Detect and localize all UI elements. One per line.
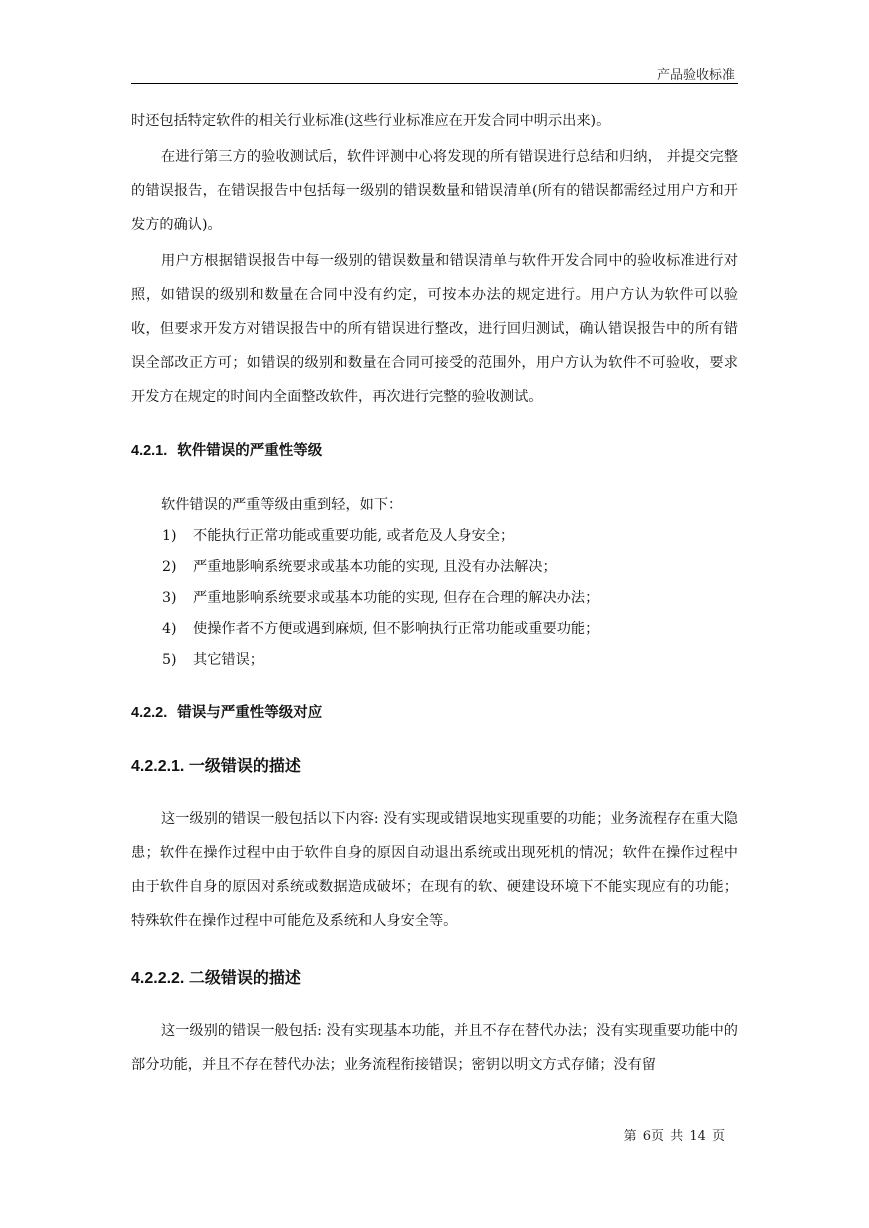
severity-intro: 软件错误的严重等级由重到轻，如下： — [161, 497, 403, 513]
paragraph-error-report: 在进行第三方的验收测试后，软件评测中心将发现的所有错误进行总结和归纳， 并提交完整的错误报告，在错误报告中包括每一级别的错误数量和错误清单(所有的错误都需经过用户方和开发方的确认)。 — [131, 149, 738, 233]
section-title: 软件错误的严重性等级 — [177, 443, 323, 459]
list-item — [131, 645, 738, 676]
page-body — [131, 104, 738, 1082]
section-title: 错误与严重性等级对应 — [177, 705, 323, 721]
list-item — [131, 583, 738, 614]
header-rule — [131, 83, 738, 84]
list-item-number: 4) — [162, 621, 177, 637]
list-item — [131, 521, 738, 552]
paragraph-continuation: 时还包括特定软件的相关行业标准(这些行业标准应在开发合同中明示出来)。 — [131, 113, 611, 129]
page-number: 第 6页 共 14 页 — [623, 1129, 725, 1144]
list-item-text: 严重地影响系统要求或基本功能的实现, 但存在合理的解决办法； — [193, 590, 600, 606]
list-item-text: 使操作者不方便或遇到麻烦, 但不影响执行正常功能或重要功能； — [193, 621, 600, 637]
paragraph-acceptance-rules: 用户方根据错误报告中每一级别的错误数量和错误清单与软件开发合同中的验收标准进行对照，如错误的级别和数量在合同中没有约定，可按本办法的规定进行。用户方认为软件可以验收，但要求开发方对错误报告中的所有错误进行整改，进行回归测试，确认错误报告中的所有错误全部改正方可；如错误的级别和数量在合同可接受的范围外，用户方认为软件不可验收，要求开发方在规定的时间内全面整改软件，再次进行完整的验收测试。 — [131, 253, 738, 405]
section-number: 4.2.1. — [131, 443, 168, 459]
list-item — [131, 552, 738, 583]
section-heading-4-2-2-1: 4.2.2.1. 一级错误的描述 — [131, 758, 301, 775]
paragraph-level1-errors: 这一级别的错误一般包括以下内容: 没有实现或错误地实现重要的功能；业务流程存在重大隐患；软件在操作过程中由于软件自身的原因自动退出系统或出现死机的情况；软件在操作过程中由于软件自身的原因对系统或数据造成破坏；在现有的软、硬建设环境下不能实现应有的功能；特殊软件在操作过程中可能危及系统和人身安全等。 — [131, 811, 738, 929]
running-header: 产品验收标准 — [656, 68, 735, 83]
list-item-text: 严重地影响系统要求或基本功能的实现, 且没有办法解决； — [193, 559, 557, 575]
list-item-number: 2) — [162, 559, 177, 575]
list-item-number: 5) — [162, 652, 177, 668]
section-number: 4.2.2. — [131, 705, 168, 721]
section-heading-4-2-1 — [131, 434, 738, 468]
severity-list — [131, 521, 738, 676]
section-heading-4-2-2-2: 4.2.2.2. 二级错误的描述 — [131, 970, 301, 987]
list-item-number: 1) — [162, 528, 177, 544]
list-item-number: 3) — [162, 590, 177, 606]
list-item-text: 其它错误； — [193, 652, 264, 668]
paragraph-level2-errors: 这一级别的错误一般包括: 没有实现基本功能，并且不存在替代办法；没有实现重要功能中的部分功能，并且不存在替代办法；业务流程衔接错误；密钥以明文方式存储；没有留 — [131, 1023, 738, 1073]
section-heading-4-2-2 — [131, 696, 738, 730]
list-item — [131, 614, 738, 645]
list-item-text: 不能执行正常功能或重要功能, 或者危及人身安全； — [193, 528, 515, 544]
